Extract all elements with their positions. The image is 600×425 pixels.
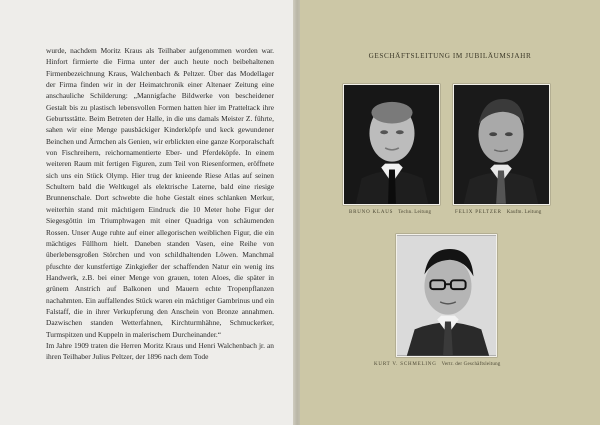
person-name: FELIX PELTZER: [455, 210, 502, 215]
portrait-photo-kurt-v-schmeling: [396, 234, 497, 357]
portrait-image: [397, 235, 496, 356]
left-page: [0, 0, 296, 425]
page-heading: GESCHÄFTSLEITUNG IM JUBILÄUMSJAHR: [368, 52, 532, 60]
portrait-photo-bruno-klaus: [343, 84, 440, 205]
person-name: KURT V. SCHMELING: [374, 362, 437, 367]
portrait-image: [344, 85, 439, 204]
left-page-text: [46, 45, 274, 363]
portrait-caption-1: [349, 210, 431, 215]
person-role: Vertr. der Geschäftsleitung: [441, 362, 501, 367]
right-page: [300, 0, 600, 425]
portrait-photo-felix-peltzer: [453, 84, 550, 205]
portrait-image: [454, 85, 549, 204]
portrait-caption-2: [455, 210, 542, 215]
portrait-caption-3: [374, 362, 500, 367]
person-role: Kaufm. Leitung: [506, 210, 542, 215]
body-paragraph-2: Im Jahre 1909 traten die Herren Moritz Kraus und Henri Walchenbach jr. an ihren Teilhaber Julius Peltzer, der 1896 nach dem Tode: [46, 340, 274, 362]
person-role: Techn. Leitung: [398, 210, 432, 215]
person-name: BRUNO KLAUS: [349, 210, 394, 215]
body-paragraph-1: wurde, nachdem Moritz Kraus als Teilhaber aufgenommen worden war. Hinfort firmierte die Firma unter der auch heute noch beibehaltenen Firmenbezeichnung Kraus, Walchenbach & Peltzer. Über das Modellager der Firma finden wir in der Heimatchronik einer Altenaer Zeitung eine anschauliche Schilderung: „Mannigfache Bildwerke von bescheidener Gestalt bis zu plastisch lebensvollen Formen hatten hier im Pratteltack ihre Geburtsstätte. Beim Betreten der Halle, in die uns damals Meister Z. führte, sahen wir eine Menge pausbäckiger Kinderköpfe und keck gewundener Beinchen und Ärmchen als Genien, wir erblickten eine ganze Korporalschaft von Fischreihern, reichornamentierte Eber- und Pferdeköpfe. In einem weiteren Raum mit fertigen Figuren, zum Teil von Riesenformen, eröffnete sich uns ein Stück Olymp. Hier trug der knieende Riese Atlas auf seinen Schultern bald die Weltkugel als elektrische Laterne, bald eine riesige Brunnenschale. Dort schwebte die hohe Gestalt eines schlanken Merkur, weiterhin stand mit mächtigem Eindruck die 10 Meter hohe Figur der Siegesgöttin im Triumphwagen mit einer Quadriga von schäumenden Rossen. Unser Auge ruhte auf einer allegorischen weiblichen Figur, die ein mächtiges Füllhorn hielt. Daneben standen Vasen, eine Reihe von überlebensgroßen Störchen und von schildhaltenden Löwen. Manchmal pfuschte der kunstfertige Zinkgießer der schaffenden Natur ein wenig ins Handwerk, z.B. bei einer Menge von grauen, toten Aloes, die später in grünem Anstrich auf Balkonen und Mauern echte Tropenpflanzen nachahmten. Ein auffallendes Stück waren ein mächtiger Gambrinus und ein Falstaff, die in ihrer Verkupferung den Anschein von Bronze annahmen. Dazwischen standen Wetterfahnen, Kirchturmhähne, Schmuckerker, Turmspitzen und Kuppeln in malerischem Durcheinander.“: [46, 46, 274, 339]
